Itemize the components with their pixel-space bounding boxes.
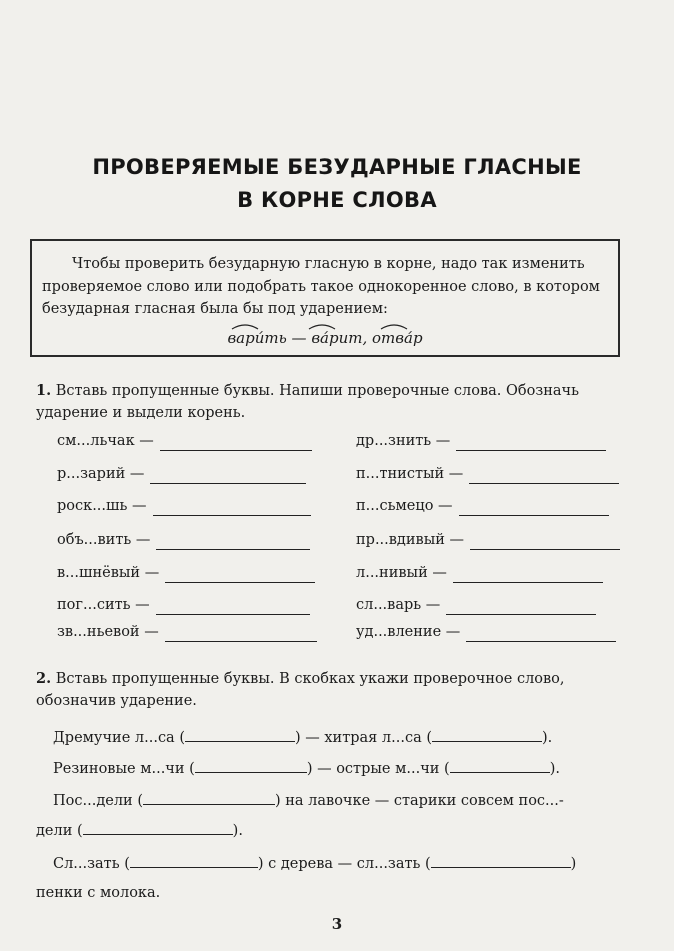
rule-example xyxy=(32,327,618,350)
word-row xyxy=(57,530,310,550)
word-item: уд...вление — xyxy=(356,624,461,640)
word-item: др...знить — xyxy=(356,433,451,449)
answer-blank[interactable] xyxy=(165,625,317,642)
sentence-line xyxy=(53,789,564,811)
word-item: см...льчак — xyxy=(57,433,154,449)
word-row xyxy=(356,464,619,484)
sentence-part: ) — острые м...чи ( xyxy=(306,761,450,777)
rule-box xyxy=(30,239,620,357)
sentence-part: Резиновые м...чи ( xyxy=(53,761,195,777)
word-item: зв...ньевой — xyxy=(57,624,159,640)
word-item: р...зарий — xyxy=(57,466,145,482)
sentence-part: ). xyxy=(549,761,560,777)
sentence-line xyxy=(36,883,160,903)
answer-blank[interactable] xyxy=(446,598,596,615)
task-2-instruction xyxy=(36,668,626,712)
sentence-line xyxy=(36,819,243,841)
word-row xyxy=(57,464,306,484)
answer-blank[interactable] xyxy=(195,757,307,773)
word-item: п...сьмецо — xyxy=(356,498,453,514)
sentence-line xyxy=(53,852,576,874)
sentence-part: Дремучие л...са ( xyxy=(53,730,185,746)
word-item: роск...шь — xyxy=(57,498,147,514)
word-row xyxy=(356,563,603,583)
task-1-instruction xyxy=(36,380,626,424)
answer-blank[interactable] xyxy=(432,726,542,742)
answer-blank[interactable] xyxy=(453,566,603,583)
word-item: пог...сить — xyxy=(57,597,150,613)
word-item: в...шнёвый — xyxy=(57,565,160,581)
task-1-text: Вставь пропущенные буквы. Напиши проверочные слова. Обозначь ударение и выдели корень. xyxy=(36,383,580,421)
page-title-line-1: ПРОВЕРЯЕМЫЕ БЕЗУДАРНЫЕ ГЛАСНЫЕ xyxy=(92,155,582,179)
sentence-part: ). xyxy=(232,823,243,839)
page-number: 3 xyxy=(331,915,343,933)
task-1-number: 1. xyxy=(36,382,52,399)
word-row xyxy=(356,496,609,516)
word-row xyxy=(57,496,311,516)
word-row xyxy=(356,431,606,451)
sentence-part: ). xyxy=(541,730,553,746)
word-row xyxy=(356,595,596,615)
sentence-part: дели ( xyxy=(36,823,83,839)
sentence-part: ) на лавочке — старики совсем пос...- xyxy=(274,793,564,809)
word-row xyxy=(57,595,310,615)
answer-blank[interactable] xyxy=(469,467,619,484)
answer-blank[interactable] xyxy=(156,533,310,550)
word-row xyxy=(57,622,317,642)
sentence-part: Сл...зать ( xyxy=(53,856,130,872)
word-item: п...тнистый — xyxy=(356,466,464,482)
sentence-part: пенки с молока. xyxy=(36,885,161,901)
task-2-number: 2. xyxy=(36,670,52,687)
answer-blank[interactable] xyxy=(83,819,233,835)
word-row xyxy=(356,530,620,550)
answer-blank[interactable] xyxy=(431,852,571,868)
answer-blank[interactable] xyxy=(450,757,550,773)
word-row xyxy=(57,431,312,451)
sentence-part: ) xyxy=(570,856,577,872)
rule-example-text: вари́ть — ва́рит, отва́р xyxy=(227,329,423,347)
answer-blank[interactable] xyxy=(185,726,295,742)
word-item: объ...вить — xyxy=(57,532,151,548)
sentence-part: ) с дерева — сл...зать ( xyxy=(257,856,431,872)
word-item: л...нивый — xyxy=(356,565,447,581)
word-row xyxy=(356,622,616,642)
answer-blank[interactable] xyxy=(156,598,310,615)
sentence-part: Пос...дели ( xyxy=(53,793,143,809)
root-arc-marks xyxy=(210,319,440,349)
answer-blank[interactable] xyxy=(165,566,315,583)
page-title-line-2: В КОРНЕ СЛОВА xyxy=(237,188,437,212)
sentence-line xyxy=(53,726,552,748)
sentence-part: ) — хитрая л...са ( xyxy=(294,730,432,746)
word-row xyxy=(57,563,315,583)
answer-blank[interactable] xyxy=(153,499,311,516)
answer-blank[interactable] xyxy=(130,852,258,868)
answer-blank[interactable] xyxy=(150,467,306,484)
answer-blank[interactable] xyxy=(470,533,620,550)
answer-blank[interactable] xyxy=(143,789,275,805)
task-2-text: Вставь пропущенные буквы. В скобках укажи проверочное слово, обозначив ударение. xyxy=(36,671,565,709)
rule-text: Чтобы проверить безударную гласную в корне, надо так изменить проверяемое слово или подобрать такое однокоренное слово, в котором безударная гласная была бы под ударением: xyxy=(42,256,600,317)
word-item: сл...варь — xyxy=(356,597,441,613)
word-item: пр...вдивый — xyxy=(356,532,465,548)
answer-blank[interactable] xyxy=(466,625,616,642)
answer-blank[interactable] xyxy=(160,434,312,451)
answer-blank[interactable] xyxy=(459,499,609,516)
answer-blank[interactable] xyxy=(456,434,606,451)
sentence-line xyxy=(53,757,560,779)
